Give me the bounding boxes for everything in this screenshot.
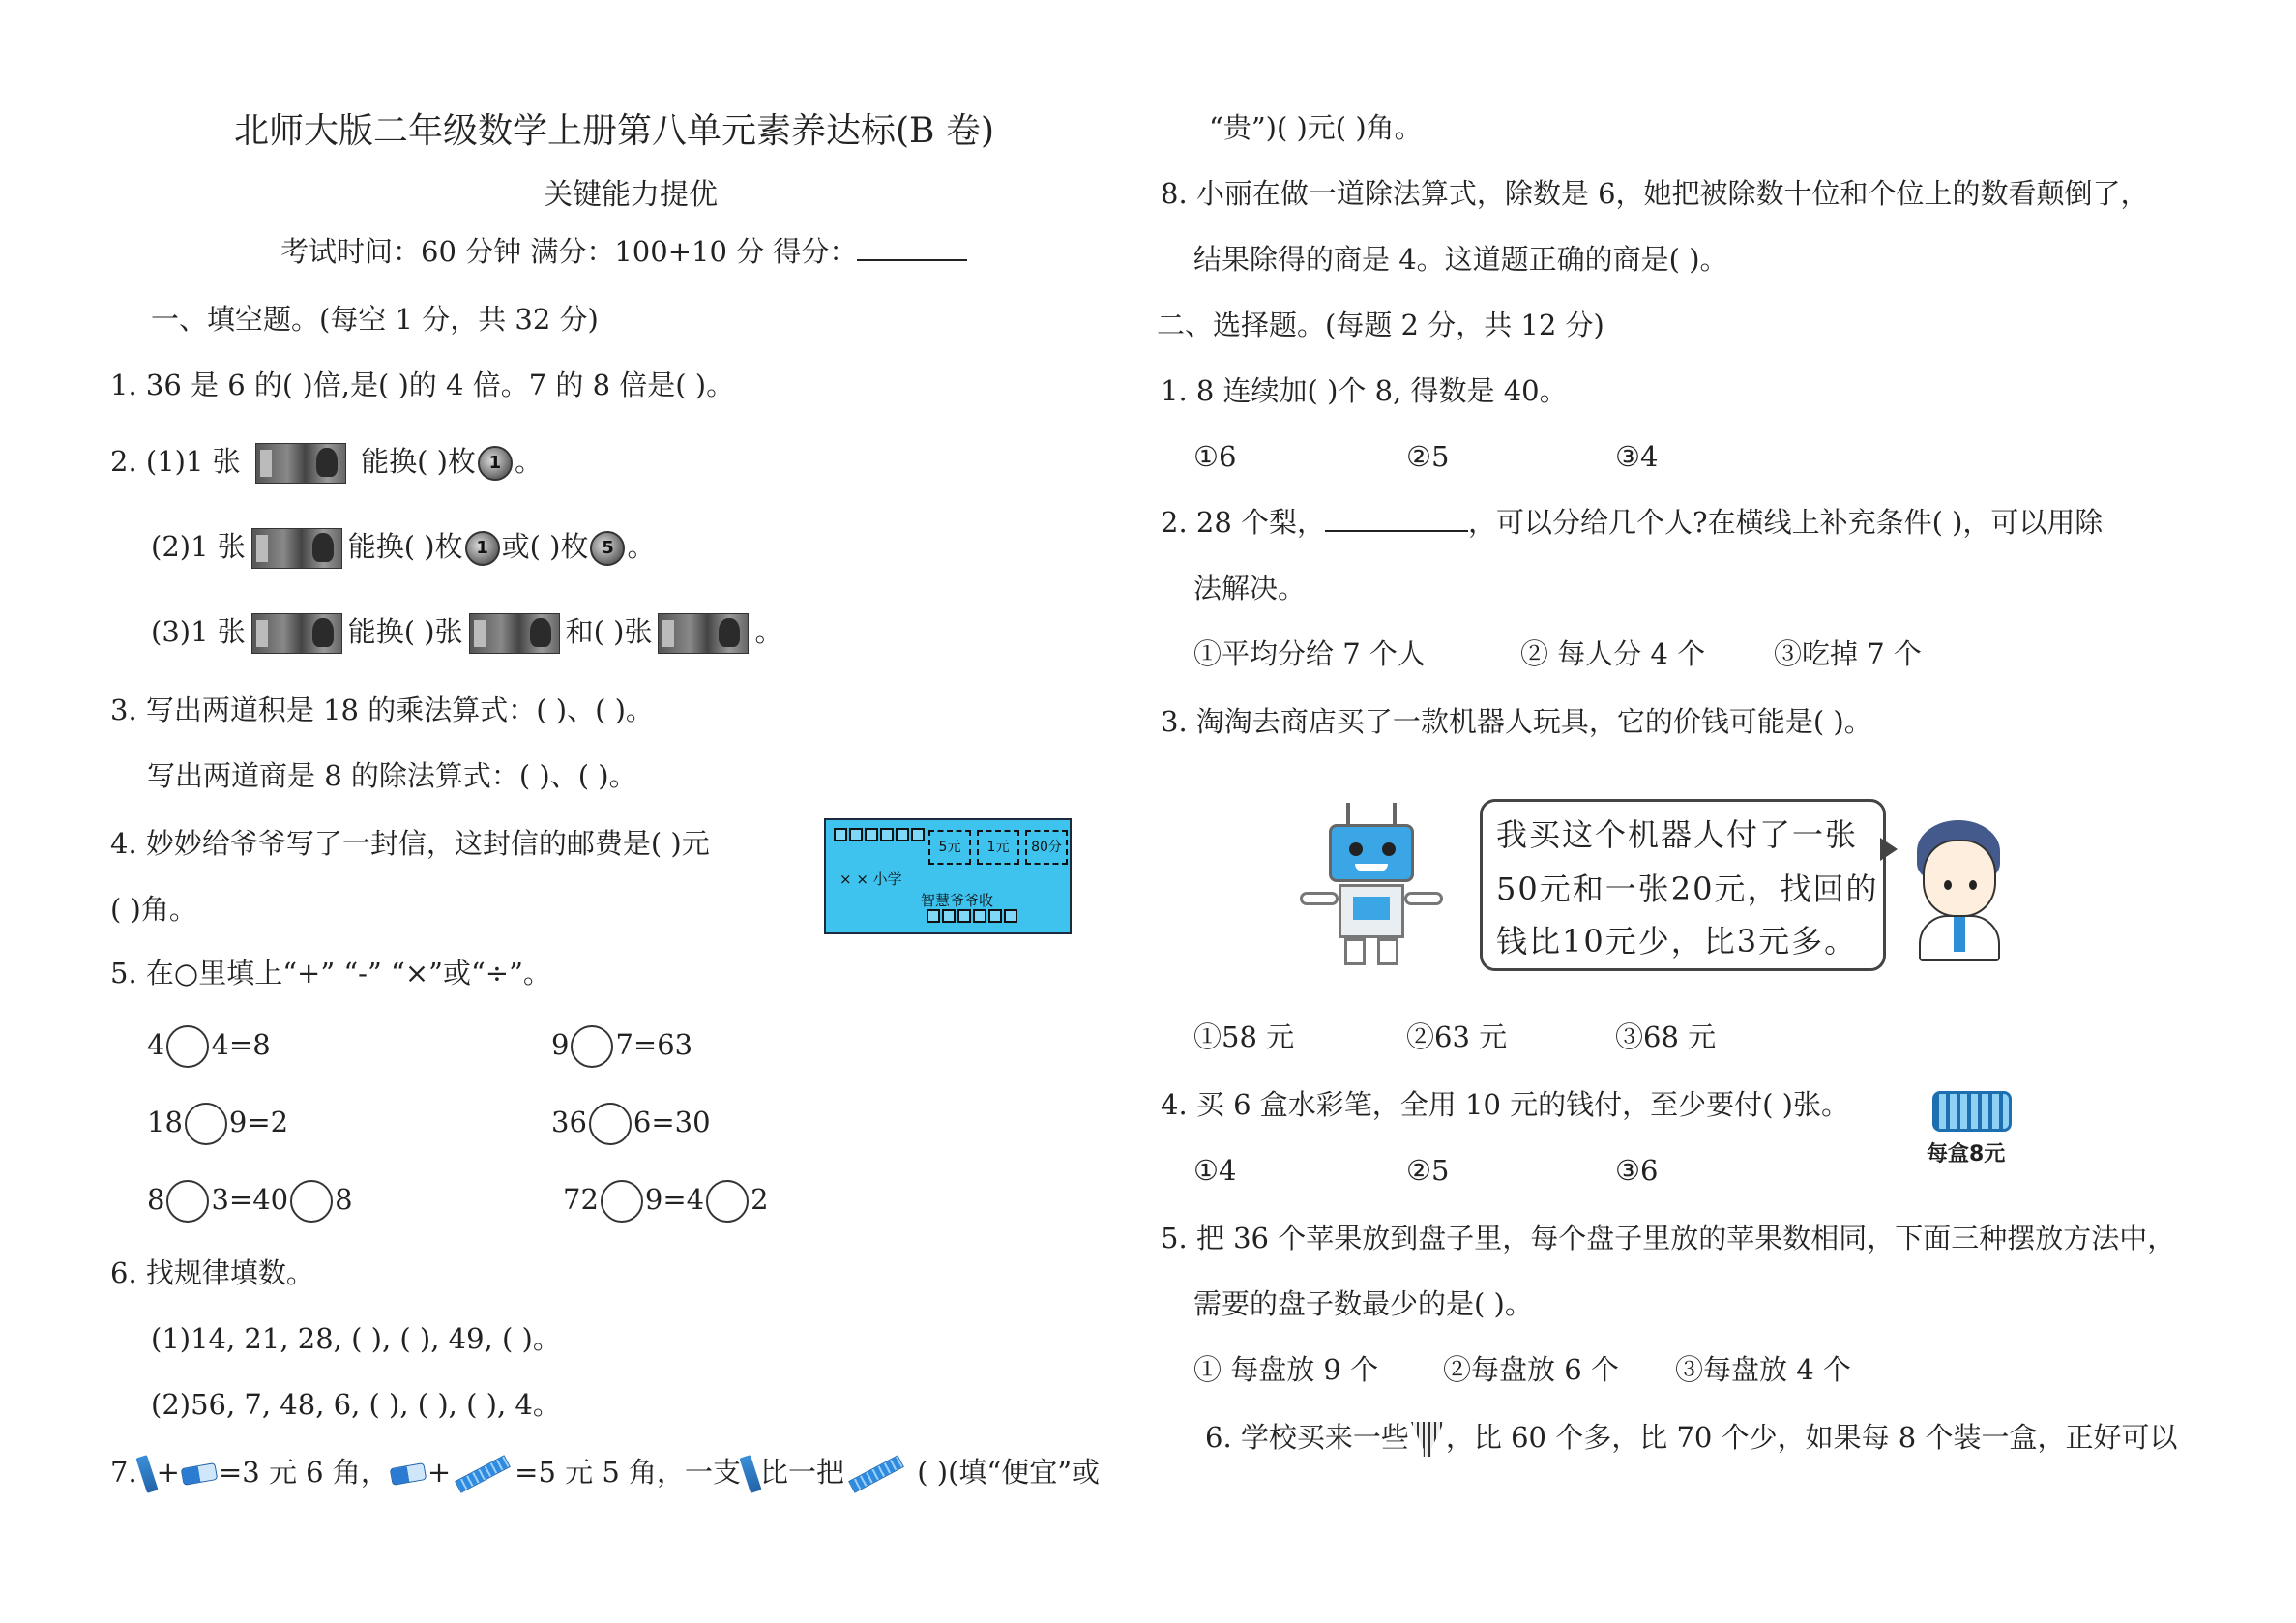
choice-question-2-line2: 法解决。 xyxy=(1193,572,1307,605)
question-1-3-line1: 3. 写出两道积是 18 的乘法算式：( )、( )。 xyxy=(110,693,654,726)
q5-row1-a xyxy=(147,1021,271,1068)
c6-text-a: 6. 学校买来一些 xyxy=(1205,1421,1409,1454)
speech-bubble xyxy=(1480,799,1886,971)
choice-question-5-line2: 需要的盘子数最少的是( )。 xyxy=(1193,1287,1533,1320)
q5-text: 72 xyxy=(563,1183,599,1216)
choice-4-option-1[interactable]: ①4 xyxy=(1193,1154,1237,1187)
right-column xyxy=(1141,0,2296,1623)
choice-question-4: 4. 买 6 盒水彩笔，全用 10 元的钱付，至少要付( )张。 xyxy=(1161,1088,1849,1121)
shuttlecock-icon xyxy=(1411,1422,1444,1457)
c6-text-b: ，比 60 个多，比 70 个少，如果每 8 个装一盒，正好可以 xyxy=(1445,1421,2178,1454)
pen-price-label: 每盒8元 xyxy=(1927,1142,2006,1166)
q2-p1-text-a: 2. (1)1 张 xyxy=(110,445,241,478)
section1-heading: 一、填空题。(每空 1 分，共 32 分) xyxy=(151,303,599,336)
q2-p2-text-b: 能换( )枚 xyxy=(347,530,463,563)
question-1-5-heading: 5. 在○里填上“+” “-” “×”或“÷”。 xyxy=(110,957,551,989)
question-1-7 xyxy=(110,1451,1100,1493)
envelope-school: × × 小学 xyxy=(839,871,902,888)
q7-text: + xyxy=(427,1456,452,1489)
banknote-10-yuan-icon xyxy=(658,613,749,654)
q7-text: =5 元 5 角，一支 xyxy=(515,1456,742,1489)
c2-text-a: 2. 28 个梨， xyxy=(1161,506,1326,539)
stamp-5-yuan: 5元 xyxy=(928,830,971,865)
bubble-line-3: 钱比10元少，比3元多。 xyxy=(1496,923,1858,959)
coin-1-yuan-icon: 1 xyxy=(478,446,513,481)
q5-text: 2 xyxy=(751,1183,769,1216)
question-1-8-line2: 结果除得的商是 4。这道题正确的商是( )。 xyxy=(1193,243,1728,276)
operator-circle[interactable] xyxy=(601,1180,643,1223)
q7-text: ( )(填“便宜”或 xyxy=(908,1456,1101,1489)
operator-circle[interactable] xyxy=(290,1180,333,1223)
banknote-100-yuan-icon xyxy=(251,613,342,654)
q5-text: 36 xyxy=(551,1106,587,1138)
choice-question-3: 3. 淘淘去商店买了一款机器人玩具，它的价钱可能是( )。 xyxy=(1161,705,1872,738)
q5-text: 9=2 xyxy=(228,1106,289,1138)
page-subtitle: 关键能力提优 xyxy=(544,178,718,212)
q5-row1-b xyxy=(551,1021,692,1068)
operator-circle[interactable] xyxy=(589,1103,632,1145)
q5-row3-b xyxy=(563,1176,769,1223)
question-1-2-part3 xyxy=(151,607,782,656)
envelope-image xyxy=(824,818,1072,934)
exam-info xyxy=(280,232,967,271)
choice-1-option-3[interactable]: ③4 xyxy=(1615,440,1659,473)
choice-question-1: 1. 8 连续加( )个 8, 得数是 40。 xyxy=(1161,374,1568,407)
q7-text: 比一把 xyxy=(760,1456,845,1489)
question-1-4-line1: 4. 妙妙给爷爷写了一封信，这封信的邮费是( )元 xyxy=(110,827,710,860)
choice-3-option-2[interactable]: ②63 元 xyxy=(1406,1020,1508,1053)
question-1-6-line2: (2)56, 7, 48, 6, ( ), ( ), ( ), 4。 xyxy=(151,1388,561,1421)
ruler-icon xyxy=(455,1455,511,1493)
q5-text: 4 xyxy=(147,1028,165,1061)
question-1-2-part1 xyxy=(110,437,543,486)
bubble-tail xyxy=(1880,838,1898,861)
choice-4-option-2[interactable]: ②5 xyxy=(1406,1154,1450,1187)
q5-row3-a xyxy=(147,1176,353,1223)
operator-circle[interactable] xyxy=(166,1025,209,1068)
operator-circle[interactable] xyxy=(571,1025,613,1068)
choice-question-2-line1 xyxy=(1161,503,2103,542)
section2-heading: 二、选择题。(每题 2 分，共 12 分) xyxy=(1157,309,1604,341)
q5-row2-a xyxy=(147,1099,288,1145)
q5-text: 4=8 xyxy=(211,1028,271,1061)
choice-3-option-1[interactable]: ①58 元 xyxy=(1193,1020,1295,1053)
operator-circle[interactable] xyxy=(185,1103,227,1145)
bubble-line-2: 50元和一张20元，找回的 xyxy=(1496,871,1879,907)
coin-5-jiao-icon: 5 xyxy=(590,531,625,566)
q2-p3-text-a: (3)1 张 xyxy=(151,615,246,648)
stamp-1-yuan: 1元 xyxy=(977,830,1019,865)
banknote-10-yuan-icon xyxy=(255,443,346,484)
postcode-boxes-bottom xyxy=(927,909,1017,923)
question-1-8-line1: 8. 小丽在做一道除法算式，除数是 6，她把被除数十位和个位上的数看颠倒了， xyxy=(1161,177,2149,210)
operator-circle[interactable] xyxy=(166,1180,209,1223)
exam-info-text: 考试时间：60 分钟 满分：100+10 分 得分： xyxy=(280,235,858,268)
choice-4-option-3[interactable]: ③6 xyxy=(1615,1154,1659,1187)
q2-p3-text-b: 能换( )张 xyxy=(347,615,463,648)
q2-p3-text-d: 。 xyxy=(754,615,783,648)
page-title: 北师大版二年级数学上册第八单元素养达标(B 卷) xyxy=(234,111,994,151)
choice-5-option-2[interactable]: ②每盘放 6 个 xyxy=(1443,1353,1619,1386)
watercolor-pen-box-icon xyxy=(1932,1091,2012,1132)
choice-3-option-3[interactable]: ③68 元 xyxy=(1615,1020,1717,1053)
question-1-7-continued: “贵”)( )元( )角。 xyxy=(1209,111,1423,144)
postcode-boxes xyxy=(834,828,925,841)
question-1-6-heading: 6. 找规律填数。 xyxy=(110,1256,314,1289)
score-blank[interactable] xyxy=(857,234,967,261)
q2-p2-text-a: (2)1 张 xyxy=(151,530,246,563)
question-1-2-part2 xyxy=(151,522,655,571)
q2-p1-text-b: 能换( )枚 xyxy=(361,445,476,478)
choice-1-option-1[interactable]: ①6 xyxy=(1193,440,1237,473)
ruler-icon xyxy=(848,1455,904,1493)
q5-text: 9 xyxy=(551,1028,570,1061)
eraser-icon xyxy=(390,1462,427,1486)
banknote-10-yuan-icon xyxy=(251,528,342,569)
choice-2-option-1[interactable]: ①平均分给 7 个人 xyxy=(1193,637,1426,670)
choice-5-option-3[interactable]: ③每盘放 4 个 xyxy=(1675,1353,1851,1386)
robot-toy-image xyxy=(1296,803,1447,967)
pencil-icon xyxy=(739,1455,761,1493)
q7-text: 7. xyxy=(110,1456,137,1489)
q5-text: 3=40 xyxy=(211,1183,289,1216)
left-column xyxy=(0,0,1141,1623)
q5-text: 8 xyxy=(335,1183,353,1216)
choice-question-6 xyxy=(1205,1416,2177,1459)
bubble-line-1: 我买这个机器人付了一张 xyxy=(1496,816,1859,853)
choice-question-5-line1: 5. 把 36 个苹果放到盘子里，每个盘子里放的苹果数相同，下面三种摆放方法中， xyxy=(1161,1222,2176,1254)
question-1-3-line2: 写出两道商是 8 的除法算式：( )、( )。 xyxy=(147,759,637,792)
coin-1-yuan-icon: 1 xyxy=(465,531,500,566)
q5-text: 8 xyxy=(147,1183,165,1216)
q5-text: 6=30 xyxy=(633,1106,711,1138)
q2-p2-text-c: 或( )枚 xyxy=(501,530,589,563)
boy-image xyxy=(1905,818,2012,963)
c2-text-b: ，可以分给几个人?在横线上补充条件( )，可以用除 xyxy=(1468,506,2104,539)
envelope-receiver: 智慧爷爷收 xyxy=(921,892,994,909)
question-1-6-line1: (1)14, 21, 28, ( ), ( ), 49, ( )。 xyxy=(151,1322,561,1355)
q5-text: 7=63 xyxy=(615,1028,693,1061)
condition-blank[interactable] xyxy=(1325,505,1468,532)
operator-circle[interactable] xyxy=(706,1180,749,1223)
banknote-50-yuan-icon xyxy=(469,613,560,654)
question-1-4-line2: ( )角。 xyxy=(110,893,197,926)
choice-5-option-1[interactable]: ① 每盘放 9 个 xyxy=(1193,1353,1379,1386)
choice-2-option-2[interactable]: ② 每人分 4 个 xyxy=(1520,637,1706,670)
q5-row2-b xyxy=(551,1099,711,1145)
question-1-1: 1. 36 是 6 的( )倍,是( )的 4 倍。7 的 8 倍是( )。 xyxy=(110,369,735,401)
q5-text: 9=4 xyxy=(644,1183,705,1216)
choice-2-option-3[interactable]: ③吃掉 7 个 xyxy=(1774,637,1922,670)
pencil-icon xyxy=(135,1455,158,1493)
q7-text: + xyxy=(156,1456,180,1489)
choice-1-option-2[interactable]: ②5 xyxy=(1406,440,1450,473)
eraser-icon xyxy=(181,1462,219,1486)
q2-p3-text-c: 和( )张 xyxy=(565,615,653,648)
q5-text: 18 xyxy=(147,1106,183,1138)
q7-text: =3 元 6 角， xyxy=(218,1456,389,1489)
q2-p1-text-c: 。 xyxy=(514,445,543,478)
q2-p2-text-d: 。 xyxy=(627,530,656,563)
stamp-80-fen: 80分 xyxy=(1025,830,1068,865)
